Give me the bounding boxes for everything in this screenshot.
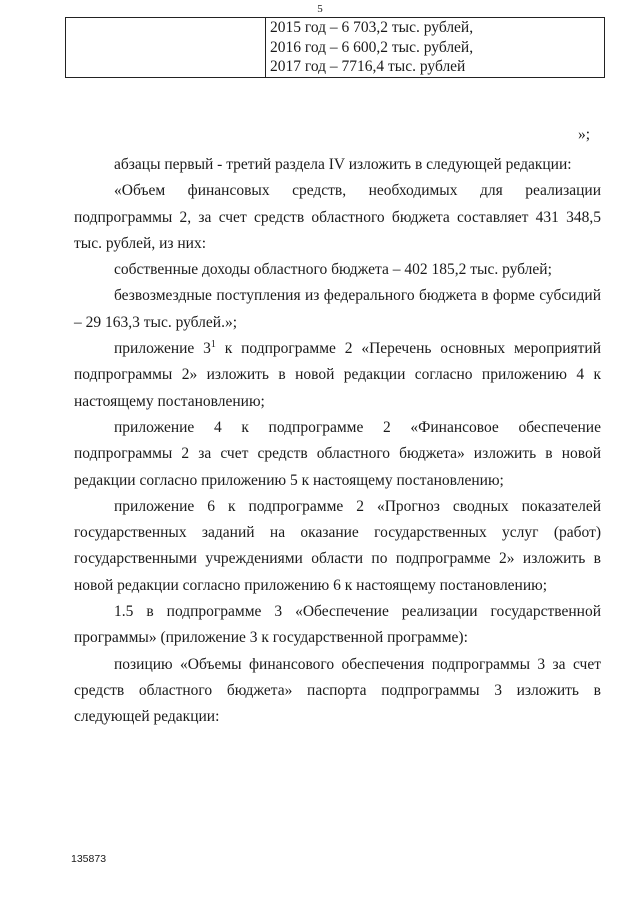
- page-number: 5: [317, 3, 323, 15]
- paragraph-position-funding: позицию «Объемы финансового обеспечения подпрограммы 3 за счет средств областного бюджета» паспорта подпрограммы 3 изложить в следующей редакции:: [74, 655, 601, 726]
- table-label-cell: [66, 18, 266, 78]
- funding-table: [65, 17, 605, 78]
- year-value-2017: 2017 год – 7716,4 тыс. рублей: [270, 58, 466, 75]
- paragraph-funding-volume: «Объем финансовых средств, необходимых для реализации подпрограммы 2, за счет средств областного бюджета составляет 431 348,5 тыс. рублей, из них:: [74, 182, 601, 252]
- document-code: 135873: [71, 853, 107, 865]
- paragraph-appendix-3-1: [74, 336, 601, 415]
- paragraph-subprogram-3: 1.5 в подпрограмме 3 «Обеспечение реализации государственной программы» (приложение 3 к государственной программе):: [74, 603, 601, 647]
- superscript: 1: [210, 338, 216, 350]
- year-value-2015: 2015 год – 6 703,2 тыс. рублей,: [270, 19, 474, 36]
- year-value-2016: 2016 год – 6 600,2 тыс. рублей,: [270, 38, 474, 56]
- paragraph-federal-subsidies: безвозмездные поступления из федерального бюджета в форме субсидий – 29 163,3 тыс. рублей.»;: [74, 287, 601, 331]
- paragraph-appendix-4: приложение 4 к подпрограмме 2 «Финансовое обеспечение подпрограммы 2 за счет средств областного бюджета» изложить в новой редакции согласно приложению 5 к настоящему постановлению;: [74, 418, 601, 489]
- appendix-text: к подпрограмме 2 «Перечень основных мероприятий подпрограммы 2» изложить в новой редакции согласно приложению 4 к настоящему постановлению;: [74, 340, 602, 410]
- paragraph-own-revenue: собственные доходы областного бюджета – 402 185,2 тыс. рублей;: [114, 261, 552, 279]
- paragraph-section-iv: абзацы первый - третий раздела IV изложить в следующей редакции:: [114, 156, 572, 173]
- table-row: [66, 18, 605, 78]
- document-body: [74, 152, 601, 731]
- closing-quote: »;: [578, 126, 591, 143]
- table-values-cell: [266, 18, 605, 78]
- appendix-ref: приложение 3: [114, 340, 211, 358]
- paragraph-appendix-6: приложение 6 к подпрограмме 2 «Прогноз сводных показателей государственных заданий на оказание государственных услуг (работ) государственными учреждениями области по подпрограмме 2» изложить в новой редакции согласно приложению 6 к настоящему постановлению;: [74, 497, 601, 594]
